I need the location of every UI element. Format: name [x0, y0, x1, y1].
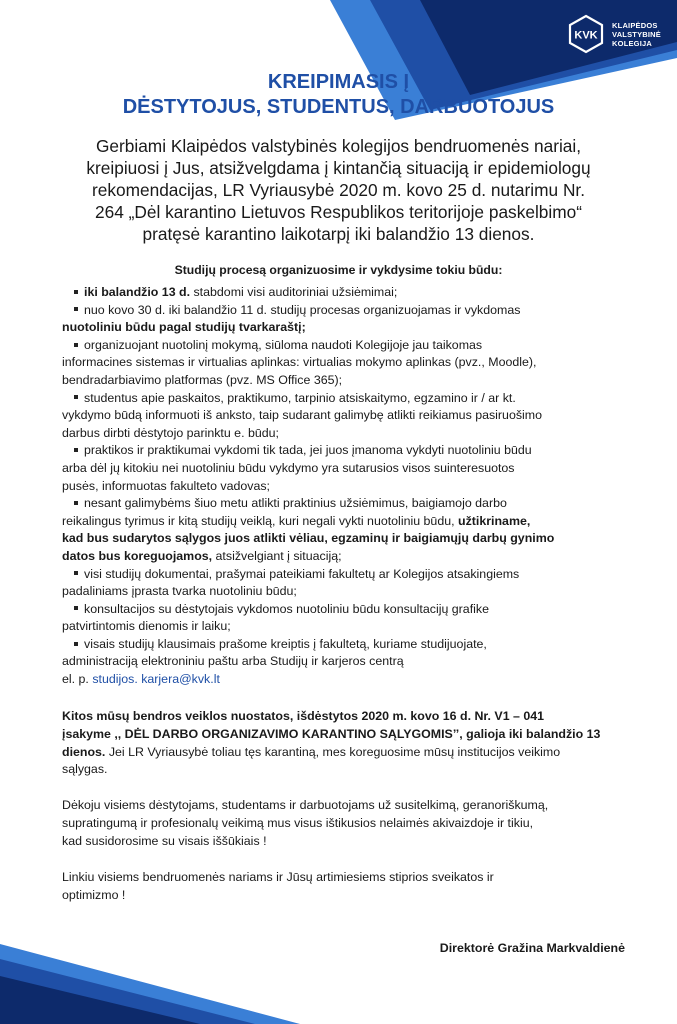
email-line — [62, 671, 642, 689]
list-item-continuation — [62, 460, 642, 478]
text-run: Jei LR Vyriausybė toliau tęs karantiną, mes koreguosime mūsų institucijos veikimo — [105, 744, 561, 759]
list-item-continuation — [62, 354, 642, 372]
measures-list — [62, 284, 642, 689]
text-run: atsižvelgiant į situaciją; — [212, 548, 342, 563]
thanks-paragraph — [62, 797, 632, 850]
list-item — [62, 390, 642, 408]
list-item-continuation — [62, 548, 642, 566]
list-item — [62, 636, 642, 654]
title-line-2: DĖSTYTOJUS, STUDENTUS, DARBUOTOJUS — [122, 96, 555, 118]
text-run: iki balandžio 13 d. — [84, 285, 191, 299]
list-item-continuation — [62, 407, 642, 425]
list-item — [62, 442, 642, 460]
text-run: administraciją elektroniniu paštu arba Studijų ir karjeros centrą — [62, 654, 404, 669]
quarantine-line — [62, 744, 632, 762]
bullet-icon — [74, 307, 78, 311]
wishes-paragraph — [62, 869, 632, 905]
list-item — [62, 284, 642, 302]
intro-line: Gerbiami Klaipėdos valstybinės kolegijos bendruomenės nariai, — [95, 136, 582, 156]
list-item — [62, 566, 642, 584]
list-item-continuation — [62, 425, 642, 443]
list-item-continuation — [62, 319, 642, 337]
list-item — [62, 337, 642, 355]
signature: Direktorė Gražina Markvaldienė — [439, 941, 625, 955]
bullet-icon — [74, 290, 78, 294]
quarantine-line — [62, 726, 632, 744]
intro-paragraph — [60, 135, 617, 245]
text-run: dienos. — [62, 744, 106, 759]
intro-line: rekomendacijas, LR Vyriausybė 2020 m. kovo 25 d. nutarimu Nr. — [91, 180, 586, 200]
text-run: pusės, informuotas fakulteto vadovas; — [62, 478, 271, 493]
bullet-icon — [74, 606, 78, 610]
logo-line-1: KLAIPĖDOS — [612, 20, 658, 30]
page-title — [0, 70, 677, 120]
wishes-line: Linkiu visiems bendruomenės nariams ir Jūsų artimiesiems stiprios sveikatos ir — [62, 870, 494, 884]
list-item-continuation — [62, 478, 642, 496]
kvk-logo-icon — [566, 14, 606, 54]
text-run: visais studijų klausimais prašome kreiptis į fakultetą, kuriame studijuojate, — [84, 636, 487, 651]
kvk-logo — [566, 14, 661, 54]
intro-line: pratęsė karantino laikotarpį iki balandžio 13 dienos. — [142, 224, 535, 244]
text-run: stabdomi visi auditoriniai užsiėmimai; — [190, 285, 398, 299]
text-run: studentus apie paskaitos, praktikumo, tarpinio atsiskaitymo, egzamino ir / ar kt. — [84, 390, 516, 405]
thanks-line: kad susidorosime su visais iššūkiais ! — [62, 833, 267, 848]
text-run: nesant galimybėms šiuo metu atlikti praktinius užsiėmimus, baigiamojo darbo — [84, 496, 507, 511]
quarantine-line — [62, 761, 632, 779]
email-prefix: el. p. — [62, 672, 93, 687]
quarantine-paragraph — [62, 708, 632, 779]
wishes-line: optimizmo ! — [62, 887, 126, 902]
bullet-icon — [74, 501, 78, 505]
bullet-icon — [74, 343, 78, 347]
text-run: bendradarbiavimo platformas (pvz. MS Office 365); — [62, 372, 343, 387]
list-item-continuation — [62, 530, 642, 548]
text-run: įsakyme ,, DĖL DARBO ORGANIZAVIMO KARANTINO SĄLYGOMIS’’, galioja iki balandžio 13 — [62, 726, 601, 741]
text-run: padaliniams įprasta tvarka nuotoliniu būdu; — [62, 584, 297, 599]
intro-line: 264 „Dėl karantino Lietuvos Respublikos teritorijoje paskelbimo“ — [95, 202, 582, 222]
bullet-icon — [74, 642, 78, 646]
list-item — [62, 302, 642, 320]
thanks-line: Dėkoju visiems dėstytojams, studentams ir darbuotojams už susitelkimą, geranoriškumą, — [62, 798, 549, 812]
list-item-continuation — [62, 653, 642, 671]
text-run: konsultacijos su dėstytojais vykdomos nuotoliniu būdu konsultacijų grafike — [84, 601, 489, 616]
list-item-continuation — [62, 513, 642, 531]
text-run: organizuojant nuotolinį mokymą, siūloma naudoti Kolegijoje jau taikomas — [84, 337, 483, 352]
text-run: nuo kovo 30 d. iki balandžio 11 d. studijų procesas organizuojamas ir vykdomas — [84, 302, 521, 317]
logo-text — [612, 21, 661, 48]
text-run: arba dėl jų kitokiu nei nuotoliniu būdu vykdymo yra sutarusios visos suinteresuotos — [62, 460, 515, 475]
text-run: patvirtintomis dienomis ir laiku; — [62, 619, 231, 634]
logo-line-3: KOLEGIJA — [612, 38, 652, 48]
list-item-continuation — [62, 618, 642, 636]
text-run: kad bus sudarytos sąlygos juos atlikti vėliau, egzaminų ir baigiamųjų darbų gynimo — [62, 531, 555, 546]
email-link[interactable]: studijos. karjera@kvk.lt — [92, 672, 220, 687]
logo-mark-text: KVK — [574, 29, 598, 42]
text-run: sąlygas. — [62, 762, 108, 777]
intro-line: kreipiuosi į Jus, atsižvelgdama į kintančią situaciją ir epidemiologų — [86, 158, 591, 178]
text-run: praktikos ir praktikumai vykdomi tik tada, jei juos įmanoma vykdyti nuotoliniu būdu — [84, 443, 532, 458]
text-run: vykdymo būdą informuoti iš anksto, taip sudarant galimybę atlikti reikiamus pasiruošimo — [62, 408, 543, 423]
bullet-icon — [74, 571, 78, 575]
text-run: užtikriname, — [458, 513, 531, 528]
text-run: nuotoliniu būdu pagal studijų tvarkaraštį; — [62, 320, 306, 335]
text-run: reikalingus tyrimus ir kitą studijų veiklą, kuri negali vykti nuotoliniu būdu, — [62, 513, 458, 528]
bullet-icon — [74, 395, 78, 399]
list-item — [62, 495, 642, 513]
title-line-1: KREIPIMASIS Į — [267, 71, 410, 93]
list-item — [62, 601, 642, 619]
thanks-line: supratingumą ir profesionalų veikimą mus visus ištikusios nelaimės akivaizdoje ir tikiu, — [62, 815, 534, 830]
section-subheading: Studijų procesą organizuosime ir vykdysime tokiu būdu: — [174, 263, 503, 277]
text-run: informacines sistemas ir virtualias aplinkas: virtualias mokymo aplinkas (pvz., Moodle), — [62, 355, 537, 370]
quarantine-line — [62, 708, 632, 726]
bottom-corner-decoration — [0, 904, 677, 1024]
text-run: datos bus koreguojamos, — [62, 548, 213, 563]
list-item-continuation — [62, 583, 642, 601]
bullet-icon — [74, 448, 78, 452]
text-run: darbus dirbti dėstytojo parinktu e. būdu; — [62, 425, 279, 440]
list-item-continuation — [62, 372, 642, 390]
text-run: visi studijų dokumentai, prašymai pateikiami fakultetų ar Kolegijos atsakingiems — [84, 566, 520, 581]
logo-line-2: VALSTYBINĖ — [612, 29, 661, 39]
text-run: Kitos mūsų bendros veiklos nuostatos, išdėstytos 2020 m. kovo 16 d. Nr. V1 – 041 — [62, 709, 545, 723]
